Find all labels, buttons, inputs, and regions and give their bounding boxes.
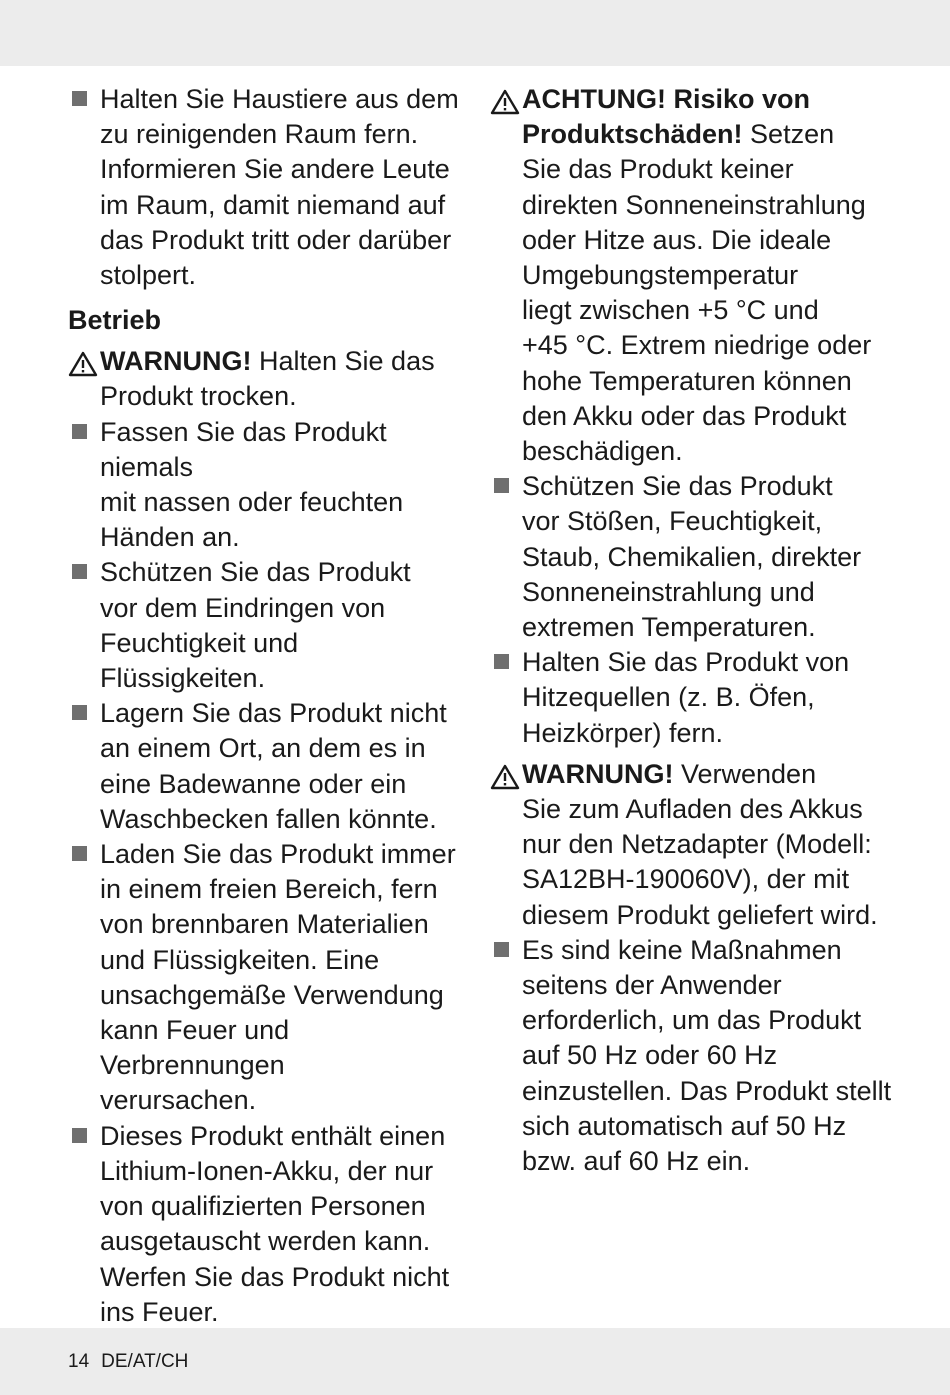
line: hohe Temperaturen können [522,365,852,396]
line: bzw. auf 60 Hz ein. [522,1146,751,1177]
line: Sie das Produkt keiner [522,154,794,185]
line: das Produkt tritt oder darüber [100,224,452,255]
bullet-item-wet-hands [68,415,468,556]
line: im Raum, damit niemand auf [100,189,446,220]
line: Halten Sie das [251,346,435,377]
warning-label: WARNUNG! [100,346,252,377]
line: sich automatisch auf 50 Hz [522,1110,847,1141]
line: unsachgemäße Verwendung [100,979,444,1010]
line: Händen an. [100,522,240,553]
line: Waschbecken fallen könnte. [100,803,437,834]
line: seitens der Anwender [522,970,782,1001]
warning-triangle-icon [490,764,520,790]
line: auf 50 Hz oder 60 Hz [522,1040,778,1071]
line: Fassen Sie das Produkt niemals [100,416,387,482]
bullet-item-storage [68,696,468,837]
line: mit nassen oder feuchten [100,487,404,518]
line: beschädigen. [522,436,683,467]
line: diesem Produkt geliefert wird. [522,899,878,930]
bullet-item-protect [490,469,910,645]
header-band [0,0,950,66]
line: +45 °C. Extrem niedrige oder [522,330,872,361]
line: SA12BH-190060V), der mit [522,864,850,895]
caution-label: ACHTUNG! Risiko von [522,84,811,114]
square-bullet-icon [494,654,509,669]
line: Werfen Sie das Produkt nicht [100,1261,450,1292]
page-footer [68,1350,188,1374]
left-column [68,82,468,1330]
warning-power-adapter [490,757,910,933]
line: Hitzequellen (z. B. Öfen, [522,682,815,713]
line: Lithium-Ionen-Akku, der nur [100,1155,434,1186]
line: an einem Ort, an dem es in [100,733,426,764]
line: Schützen Sie das Produkt [100,557,411,588]
square-bullet-icon [72,91,87,106]
warning-triangle-icon [490,89,520,115]
warning-triangle-icon [68,351,98,377]
line: nur den Netzadapter (Modell: [522,829,872,860]
line: Produkt trocken. [100,381,297,412]
line: Lagern Sie das Produkt nicht [100,698,447,729]
line: vor dem Eindringen von [100,592,386,623]
line: in einem freien Bereich, fern [100,874,438,905]
bullet-item-frequency [490,933,910,1179]
line: Halten Sie Haustiere aus dem [100,84,459,114]
line: extremen Temperaturen. [522,612,816,643]
line: Informieren Sie andere Leute [100,154,450,185]
page-number: 14 [68,1351,90,1372]
caution-label-2: Produktschäden! [522,119,743,150]
line: Sonneneinstrahlung und [522,576,815,607]
line: Umgebungstemperatur [522,260,799,291]
line: vor Stößen, Feuchtigkeit, [522,506,823,537]
line: erforderlich, um das Produkt [522,1005,862,1036]
line: verursachen. [100,1085,257,1116]
bullet-item-pets [68,82,468,293]
line: eine Badewanne oder ein [100,768,407,799]
line: Verwenden [673,758,817,789]
line: stolpert. [100,260,197,291]
square-bullet-icon [72,424,87,439]
line: Feuchtigkeit und Flüssigkeiten. [100,627,299,694]
line: von qualifizierten Personen [100,1191,426,1222]
line: Es sind keine Maßnahmen [522,934,842,965]
line: direkten Sonneneinstrahlung [522,189,866,220]
line: ausgetauscht werden kann. [100,1226,431,1257]
line: Laden Sie das Produkt immer [100,839,456,870]
bullet-item-moisture [68,555,468,696]
line: kann Feuer und Verbrennungen [100,1015,290,1081]
warning-keep-dry [68,344,468,414]
line: Setzen [742,119,835,150]
bullet-item-charging [68,837,468,1119]
line: von brennbaren Materialien [100,909,429,940]
line: und Flüssigkeiten. Eine [100,944,380,975]
caution-product-damage [490,82,910,469]
line: Heizkörper) fern. [522,717,724,748]
line: liegt zwischen +5 °C und [522,295,819,326]
line: zu reinigenden Raum fern. [100,119,419,150]
right-column [490,82,910,1179]
square-bullet-icon [72,564,87,579]
square-bullet-icon [494,478,509,493]
line: Staub, Chemikalien, direkter [522,541,862,572]
line: einzustellen. Das Produkt stellt [522,1075,892,1106]
line: oder Hitze aus. Die ideale [522,224,832,255]
line: Schützen Sie das Produkt [522,471,833,502]
section-heading-betrieb: Betrieb [68,305,162,336]
bullet-item-heat-sources [490,645,910,751]
square-bullet-icon [494,942,509,957]
square-bullet-icon [72,846,87,861]
line: ins Feuer. [100,1296,219,1327]
square-bullet-icon [72,1128,87,1143]
line: Sie zum Aufladen des Akkus [522,794,863,825]
language-code: DE/AT/CH [101,1351,189,1372]
warning-label: WARNUNG! [522,758,674,789]
line: den Akku oder das Produkt [522,400,847,431]
square-bullet-icon [72,705,87,720]
line: Dieses Produkt enthält einen [100,1120,446,1151]
line: Halten Sie das Produkt von [522,647,850,678]
bullet-item-battery [68,1119,468,1330]
